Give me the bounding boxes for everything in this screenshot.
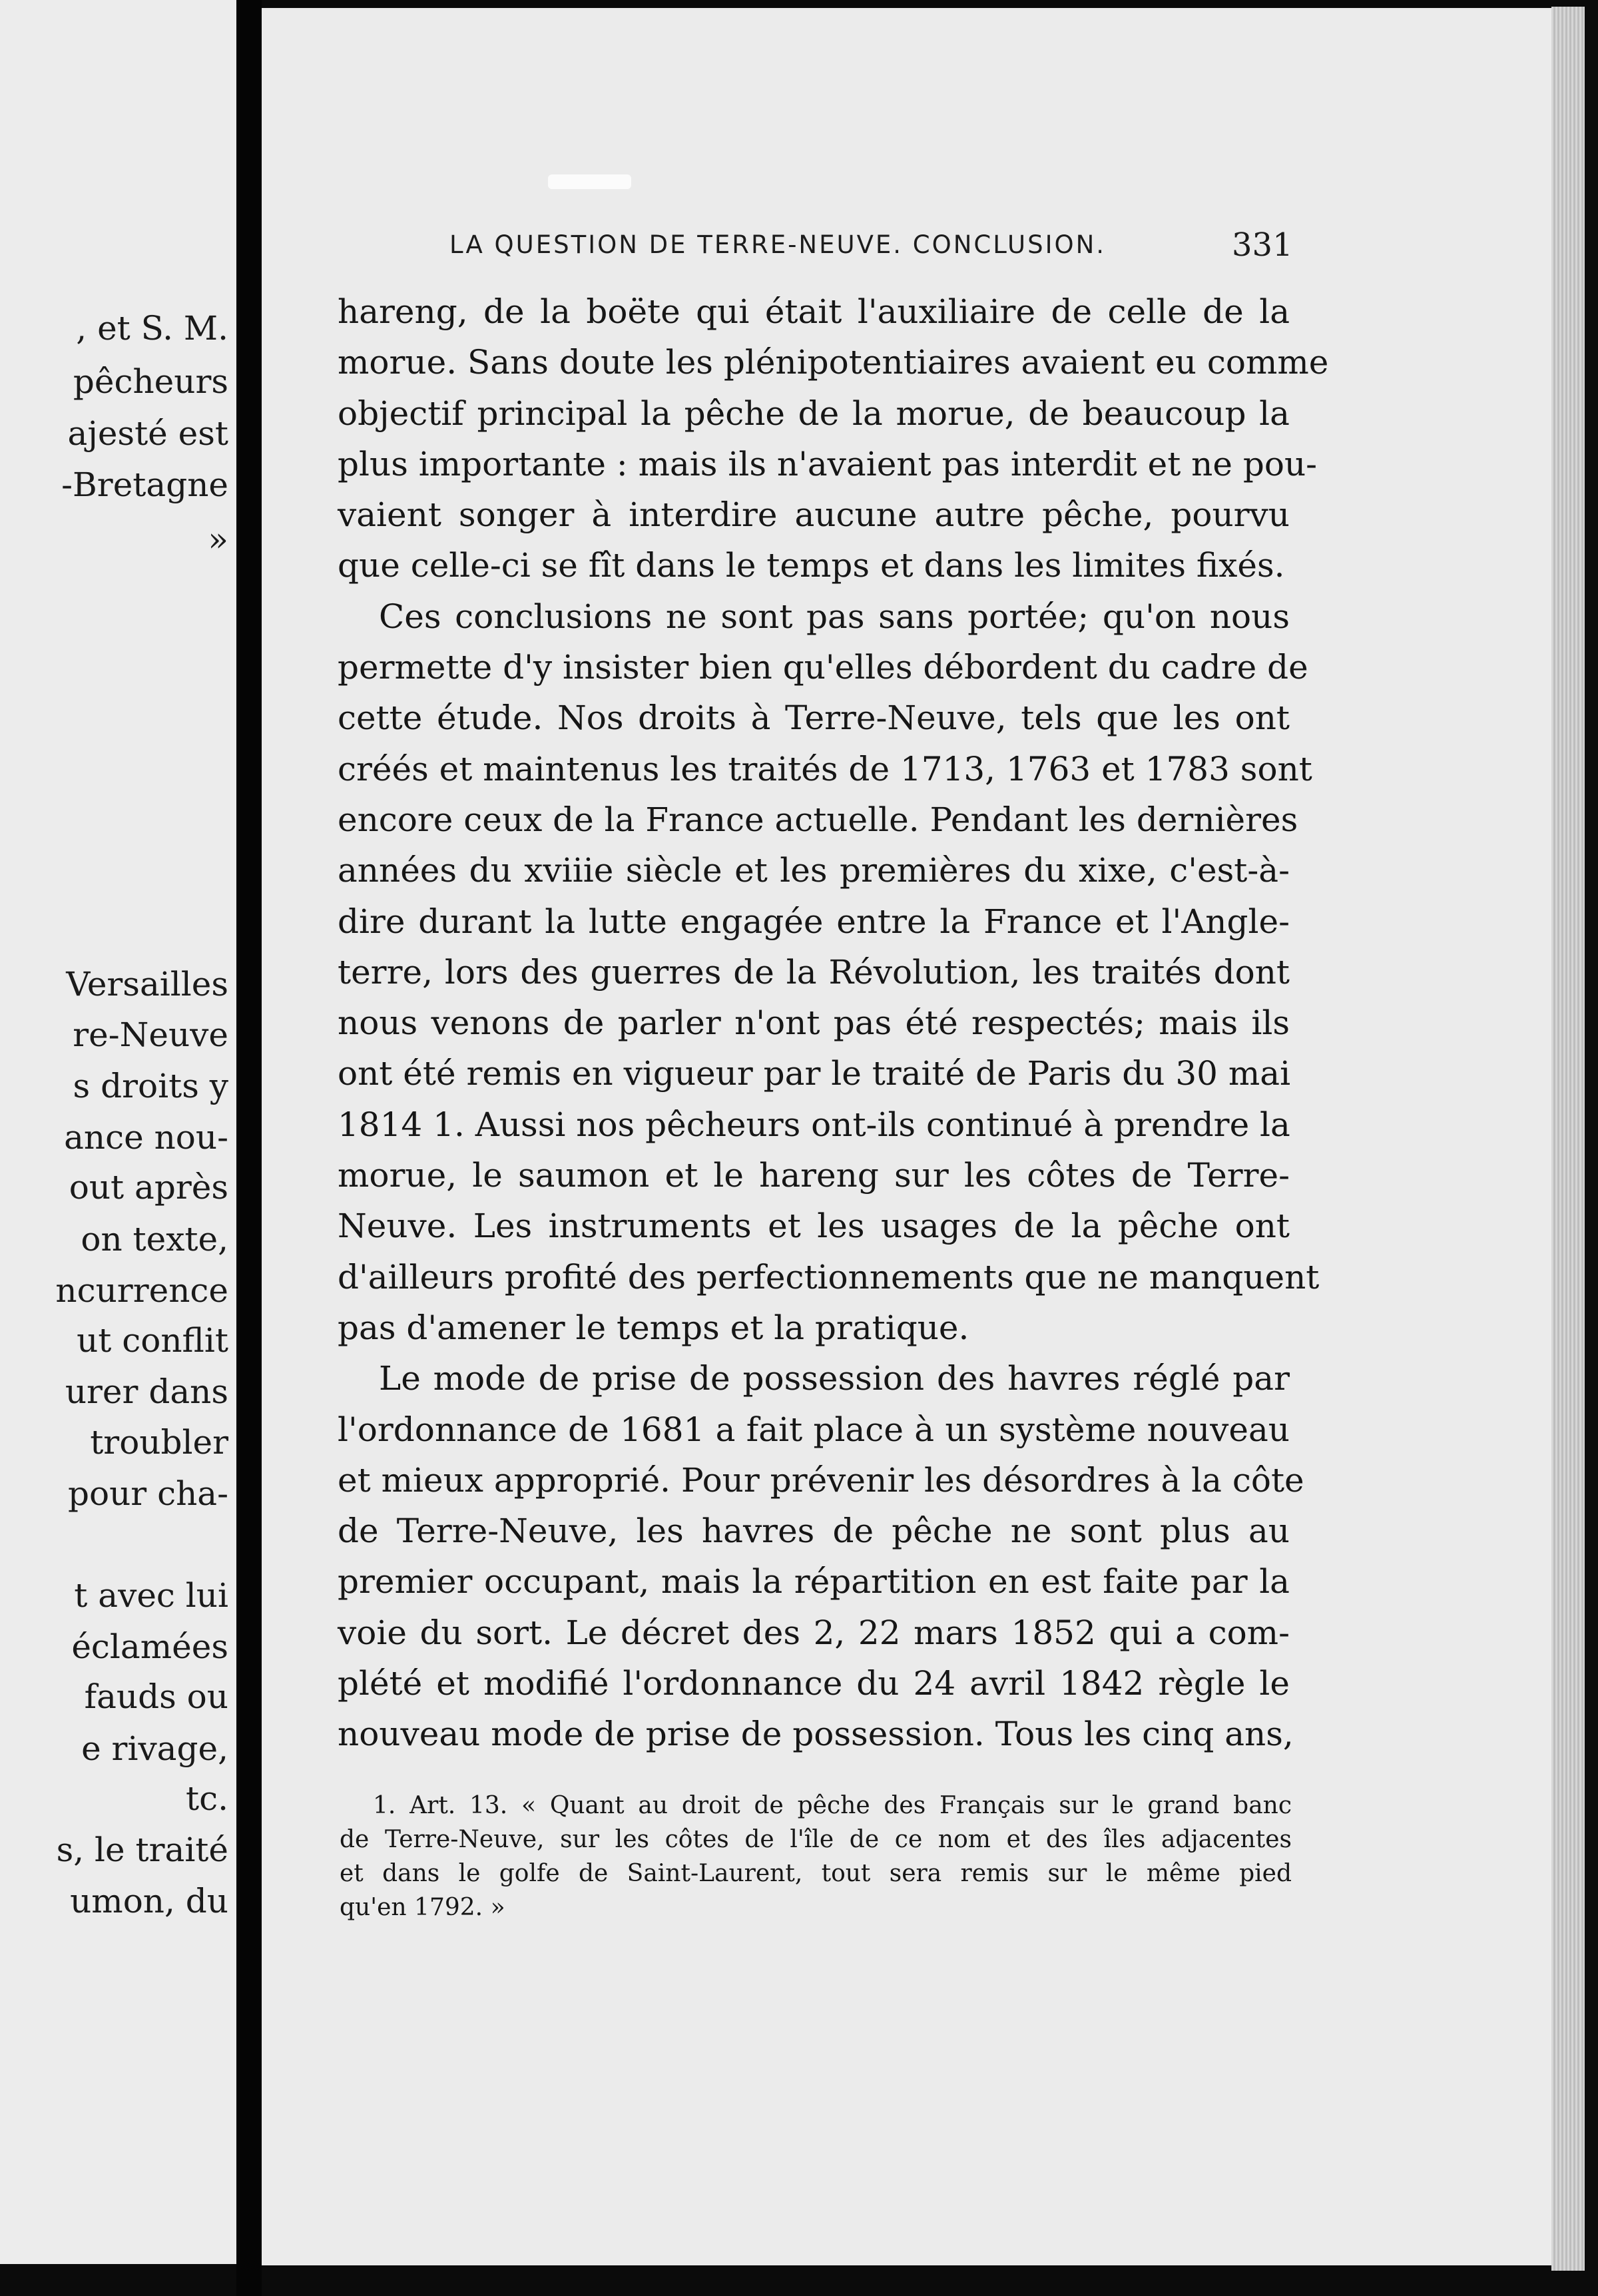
text-line: vaient songer à interdire aucune autre pêche, pourvu <box>338 495 1290 535</box>
left-page-line: -Bretagne <box>61 465 228 504</box>
text-line: Le mode de prise de possession des havres réglé par <box>379 1359 1290 1398</box>
text-line: plété et modifié l'ordonnance du 24 avril 1842 règle le <box>338 1664 1290 1703</box>
text-line: terre, lors des guerres de la Révolution, les traités dont <box>338 952 1290 992</box>
text-line: voie du sort. Le décret des 2, 22 mars 1852 qui a com- <box>338 1613 1290 1652</box>
footnote-line: qu'en 1792. » <box>340 1894 505 1921</box>
text-line: premier occupant, mais la répartition en est faite par la <box>338 1562 1290 1601</box>
footnote-line: de Terre-Neuve, sur les côtes de l'île de ce nom et des îles adjacentes <box>340 1826 1292 1853</box>
text-line: d'ailleurs profité des perfectionnements que ne manquent <box>338 1257 1320 1296</box>
left-page-line: fauds ou <box>84 1677 228 1716</box>
left-page-line: ajesté est <box>67 414 228 453</box>
left-page-line: umon, du <box>70 1882 228 1920</box>
text-line: l'ordonnance de 1681 a fait place à un système nouveau <box>338 1410 1290 1449</box>
left-page-line: ut conflit <box>77 1321 228 1360</box>
footnote <box>340 1789 1292 1924</box>
footnote-line: 1. Art. 13. « Quant au droit de pêche des Français sur le grand banc <box>373 1792 1292 1819</box>
left-page-line: , et S. M. <box>76 309 228 348</box>
text-line: encore ceux de la France actuelle. Pendant les dernières <box>338 800 1298 839</box>
left-page-line: urer dans <box>65 1372 228 1411</box>
text-line: permette d'y insister bien qu'elles débordent du cadre de <box>338 648 1308 687</box>
left-page-line: s, le traité <box>56 1831 228 1869</box>
left-page-line: » <box>208 520 228 559</box>
text-line: et mieux approprié. Pour prévenir les désordres à la côte <box>338 1460 1304 1500</box>
text-line: cette étude. Nos droits à Terre-Neuve, tels que les ont <box>338 699 1290 738</box>
text-line: objectif principal la pêche de la morue, de beaucoup la <box>338 394 1290 433</box>
body-text <box>338 286 1329 1760</box>
left-page-line: tc. <box>186 1779 228 1818</box>
text-line: nouveau mode de prise de possession. Tous les cinq ans, <box>338 1715 1294 1754</box>
left-facing-page <box>0 0 236 2264</box>
text-line: plus importante : mais ils n'avaient pas interdit et ne pou- <box>338 444 1318 483</box>
left-page-line: s droits y <box>73 1067 228 1105</box>
page-number: 331 <box>1232 226 1293 264</box>
text-line: nous venons de parler n'ont pas été respectés; mais ils <box>338 1004 1290 1043</box>
text-line: pas d'amener le temps et la pratique. <box>338 1308 969 1347</box>
text-line: hareng, de la boëte qui était l'auxiliaire de celle de la <box>338 292 1290 331</box>
left-page-line: Versailles <box>66 965 228 1004</box>
left-page-line: troubler <box>90 1423 228 1462</box>
left-page-line: éclamées <box>71 1627 228 1666</box>
left-page-line: pour cha- <box>67 1474 228 1513</box>
text-line: que celle-ci se fît dans le temps et dans les limites fixés. <box>338 546 1285 585</box>
text-line: morue. Sans doute les plénipotentiaires avaient eu comme <box>338 343 1329 382</box>
left-page-line: pêcheurs <box>73 362 228 401</box>
left-page-line: ance nou- <box>64 1118 228 1157</box>
page-edges <box>1551 7 1585 2271</box>
text-line: dire durant la lutte engagée entre la France et l'Angle- <box>338 902 1290 941</box>
text-line: Ces conclusions ne sont pas sans portée; qu'on nous <box>379 597 1290 636</box>
left-page-line: t avec lui <box>74 1576 228 1615</box>
scan-mark <box>548 174 631 189</box>
left-page-line: out après <box>69 1168 228 1207</box>
text-line: de Terre-Neuve, les havres de pêche ne sont plus au <box>338 1512 1290 1551</box>
text-line: créés et maintenus les traités de 1713, 1763 et 1783 sont <box>338 749 1312 788</box>
left-page-line: ncurrence <box>55 1271 228 1310</box>
text-line: ont été remis en vigueur par le traité de Paris du 30 mai <box>338 1054 1291 1093</box>
text-line: morue, le saumon et le hareng sur les côtes de Terre- <box>338 1156 1290 1195</box>
left-page-line: on texte, <box>81 1220 228 1259</box>
text-line: années du xviiie siècle et les premières du xixe, c'est-à- <box>338 851 1290 890</box>
left-page-line: re-Neuve <box>73 1015 228 1054</box>
text-line: 1814 1. Aussi nos pêcheurs ont-ils continué à prendre la <box>338 1105 1290 1144</box>
book-gutter <box>236 0 262 2296</box>
running-header: LA QUESTION DE TERRE-NEUVE. CONCLUSION. <box>449 230 1107 259</box>
left-page-line: e rivage, <box>81 1729 228 1768</box>
footnote-line: et dans le golfe de Saint-Laurent, tout sera remis sur le même pied <box>340 1860 1292 1887</box>
text-line: Neuve. Les instruments et les usages de la pêche ont <box>338 1207 1290 1246</box>
